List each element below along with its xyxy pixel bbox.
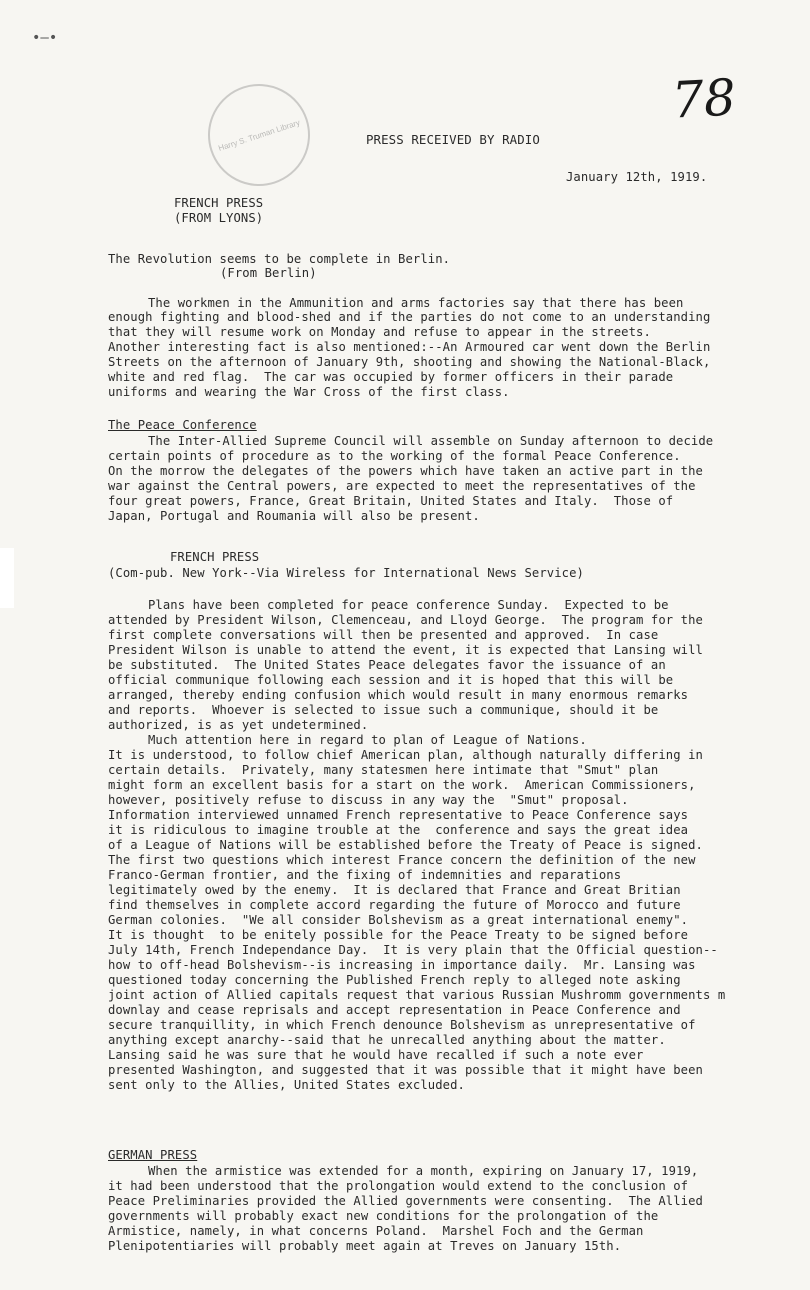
section-heading: FRENCH PRESS [174,196,264,210]
text-line: (Com-pub. New York--Via Wireless for International News Service) [108,566,584,580]
text-line: (From Berlin) [220,266,317,280]
text-line: Armistice, namely, in what concerns Poland. Marshel Foch and the German [108,1224,644,1238]
stamp-text: Harry S. Truman Library [217,117,301,153]
text-line: President Wilson is unable to attend the event, it is expected that Lansing will [108,643,703,657]
text-line: Plans have been completed for peace conference Sunday. Expected to be [148,598,669,612]
text-line: legitimately owed by the enemy. It is declared that France and Great Britian [108,883,681,897]
text-line: it had been understood that the prolongation would extend to the conclusion of [108,1179,689,1193]
text-line: The first two questions which interest France concern the definition of the new [108,853,696,867]
text-line: questioned today concerning the Published French reply to alleged note asking [108,973,681,987]
text-line: certain details. Privately, many statesmen here intimate that "Smut" plan [108,763,659,777]
text-line: first complete conversations will then be presented and approved. In case [108,628,659,642]
corner-mark: •‒• [32,30,58,46]
text-line: white and red flag. The car was occupied by former officers in their parade [108,370,674,384]
text-line: German colonies. "We all consider Bolshevism as a great international enemy". [108,913,689,927]
text-line: Peace Preliminaries provided the Allied governments were consenting. The Allied [108,1194,703,1208]
text-line: war against the Central powers, are expected to meet the representatives of the [108,479,696,493]
text-line: Japan, Portugal and Roumania will also be present. [108,509,480,523]
text-line: certain points of procedure as to the working of the formal Peace Conference. [108,449,681,463]
text-line: uniforms and wearing the War Cross of the first class. [108,385,510,399]
text-line: Much attention here in regard to plan of League of Nations. [148,733,587,747]
text-line: Lansing said he was sure that he would have recalled if such a note ever [108,1048,644,1062]
text-line: attended by President Wilson, Clemenceau, and Lloyd George. The program for the [108,613,703,627]
text-line: Franco-German frontier, and the fixing of indemnities and reparations [108,868,622,882]
text-line: Information interviewed unnamed French representative to Peace Conference says [108,808,689,822]
text-line: joint action of Allied capitals request that various Russian Mushromm governments m [108,988,726,1002]
text-line: governments will probably exact new conditions for the prolongation of the [108,1209,659,1223]
text-line: Another interesting fact is also mentioned:--An Armoured car went down the Berlin [108,340,711,354]
text-line: Streets on the afternoon of January 9th, shooting and showing the National-Black, [108,355,711,369]
section-subheading: (FROM LYONS) [174,211,264,225]
text-line: be substituted. The United States Peace delegates favor the issuance of an [108,658,666,672]
text-line: sent only to the Allies, United States excluded. [108,1078,465,1092]
text-line: downlay and cease reprisals and accept representation in Peace Conference and [108,1003,681,1017]
document-date: January 12th, 1919. [566,170,708,184]
text-line: FRENCH PRESS [170,550,260,564]
text-line: it is ridiculous to imagine trouble at the conference and says the great idea [108,823,689,837]
text-line: arranged, thereby ending confusion which would result in many enormous remarks [108,688,689,702]
library-stamp [195,71,324,200]
text-line: Plenipotentiaries will probably meet again at Treves on January 15th. [108,1239,622,1253]
text-line: four great powers, France, Great Britain, United States and Italy. Those of [108,494,674,508]
text-line: On the morrow the delegates of the powers which have taken an active part in the [108,464,703,478]
text-line: might form an excellent basis for a start on the work. American Commissioners, [108,778,696,792]
text-line: July 14th, French Independance Day. It is very plain that the Official question-- [108,943,718,957]
page-number: 78 [670,68,738,130]
text-line: It is thought to be enitely possible for the Peace Treaty to be signed before [108,928,689,942]
text-line: authorized, is as yet undetermined. [108,718,369,732]
text-line: of a League of Nations will be established before the Treaty of Peace is signed. [108,838,703,852]
text-line: find themselves in complete accord regarding the future of Morocco and future [108,898,681,912]
text-line: and reports. Whoever is selected to issue such a communique, should it be [108,703,659,717]
text-line: When the armistice was extended for a month, expiring on January 17, 1919, [148,1164,699,1178]
text-line: The Revolution seems to be complete in Berlin. [108,252,451,266]
text-line: It is understood, to follow chief American plan, although naturally differing in [108,748,703,762]
text-line: however, positively refuse to discuss in any way the "Smut" proposal. [108,793,629,807]
text-line: The Inter-Allied Supreme Council will assemble on Sunday afternoon to decide [148,434,714,448]
text-line: anything except anarchy--said that he unrecalled anything about the matter. [108,1033,666,1047]
text-line: presented Washington, and suggested that it was possible that it might have been [108,1063,703,1077]
text-line: secure tranquillity, in which French denounce Bolshevism as unrepresentative of [108,1018,696,1032]
section-heading: GERMAN PRESS [108,1148,198,1162]
document-title: PRESS RECEIVED BY RADIO [366,132,540,147]
text-line: official communique following each session and it is hoped that this will be [108,673,674,687]
text-line: enough fighting and blood-shed and if the parties do not come to an understanding [108,310,711,324]
text-line: how to off-head Bolshevism--is increasing in importance daily. Mr. Lansing was [108,958,696,972]
section-heading: The Peace Conference [108,418,257,432]
text-line: that they will resume work on Monday and refuse to appear in the streets. [108,325,651,339]
text-line: The workmen in the Ammunition and arms factories say that there has been [148,296,684,310]
torn-edge [0,548,14,608]
